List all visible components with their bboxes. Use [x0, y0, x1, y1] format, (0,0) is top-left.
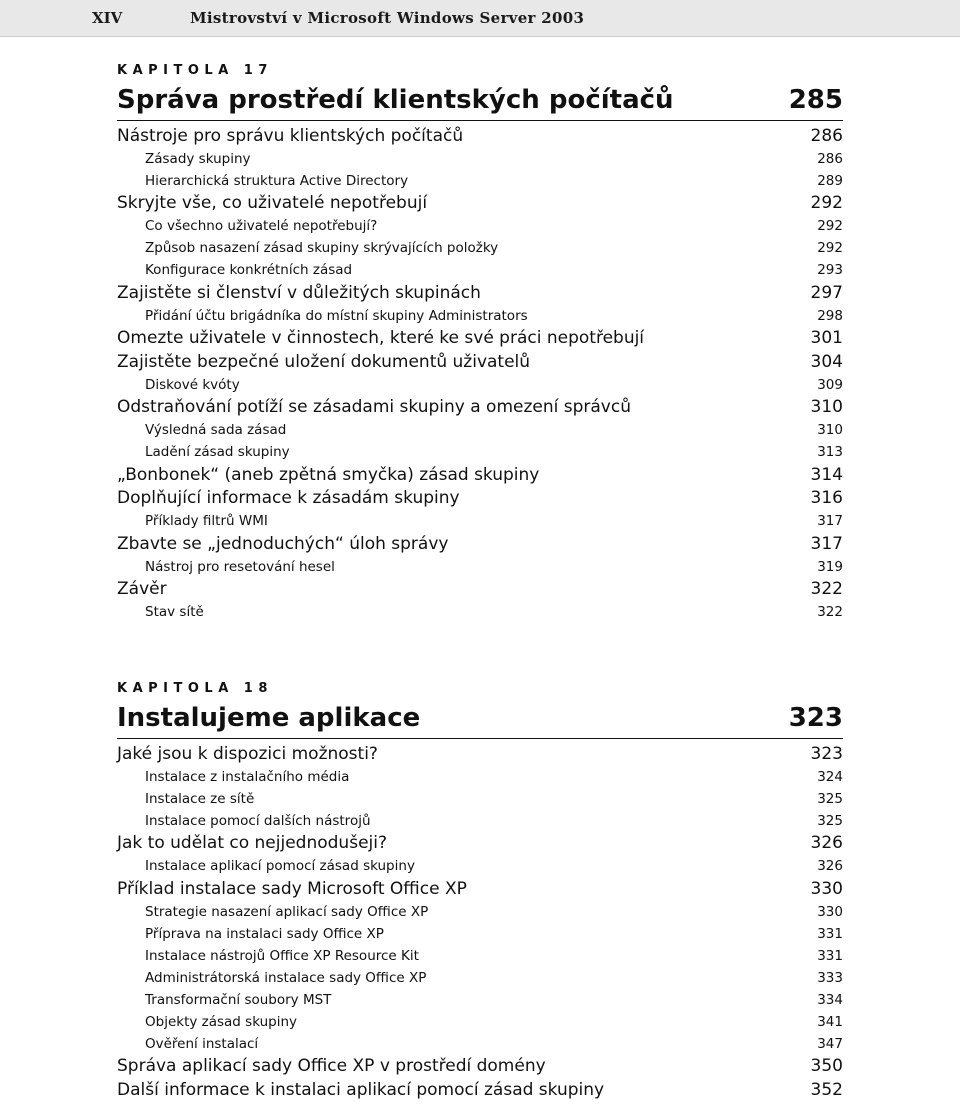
toc-subsection-entry — [117, 305, 843, 327]
toc-subsection-entry — [117, 766, 843, 788]
toc-entry-page: 313 — [817, 444, 843, 460]
toc-entry-page: 352 — [810, 1079, 843, 1100]
toc-entry-title: Ověření instalací — [145, 1035, 259, 1052]
toc-entry-page: 286 — [817, 150, 843, 167]
toc-entry-title: Odstraňování potíží se zásadami skupiny a omezení správců — [117, 397, 631, 418]
toc-entry-title: Hierarchická struktura Active Directory — [145, 172, 409, 189]
toc-entry-title: Instalace aplikací pomocí zásad skupiny — [145, 858, 415, 874]
toc-entry-page: 289 — [817, 172, 843, 189]
toc-entry-title: Instalace z instalačního média — [145, 768, 350, 785]
toc-subsection-entry — [117, 148, 843, 170]
toc-entry-title: Strategie nasazení aplikací sady Office XP — [145, 903, 429, 920]
toc-entry-title: Administrátorská instalace sady Office XP — [145, 969, 427, 986]
toc-subsection-entry — [117, 945, 843, 967]
toc-subsection-entry — [117, 810, 843, 832]
toc-entry-page: 309 — [817, 376, 843, 393]
chapter-17-section — [117, 62, 843, 623]
toc-entry-page: 330 — [817, 903, 843, 920]
toc-entry-page: 323 — [810, 743, 843, 764]
toc-entry-page: 326 — [817, 858, 843, 874]
toc-entry-page: 292 — [817, 240, 843, 256]
toc-entry-title: Jak to udělat co nejjednodušeji? — [117, 833, 387, 854]
toc-entry-title: Omezte uživatele v činnostech, které ke své práci nepotřebují — [117, 328, 645, 349]
toc-entry-title: Další informace k instalaci aplikací pomocí zásad skupiny — [117, 1079, 605, 1100]
toc-entry-title: Závěr — [117, 579, 167, 600]
toc-entry-page: 301 — [810, 328, 843, 349]
toc-section-entry — [117, 532, 843, 556]
toc-subsection-entry — [117, 419, 843, 441]
toc-entry-title: Jaké jsou k dispozici možnosti? — [117, 743, 378, 764]
toc-subsection-entry — [117, 510, 843, 532]
toc-entry-page: 304 — [810, 351, 843, 372]
toc-section-entry — [117, 742, 843, 766]
toc-entry-title: Instalace nástrojů Office XP Resource Kit — [145, 947, 419, 964]
toc-entry-page: 330 — [810, 878, 843, 899]
toc-entry-page: 310 — [817, 422, 843, 438]
toc-entry-page: 317 — [810, 533, 843, 554]
toc-entry-page: 292 — [810, 193, 843, 214]
toc-entry-page: 322 — [817, 604, 843, 620]
page-number: XIV — [92, 9, 123, 27]
toc-entry-title: Výsledná sada zásad — [145, 422, 287, 438]
book-title: Mistrovství v Microsoft Windows Server 2003 — [190, 9, 585, 27]
chapter-page: 323 — [788, 703, 843, 733]
toc-subsection-entry — [117, 215, 843, 237]
chapter-page: 285 — [788, 85, 843, 115]
toc-section-entry — [117, 578, 843, 602]
toc-section-entry — [117, 487, 843, 511]
toc-entry-page: 341 — [817, 1013, 843, 1030]
toc-entry-page: 286 — [810, 125, 843, 146]
toc-section-entry — [117, 124, 843, 148]
chapter-title-row — [117, 80, 843, 121]
toc-subsection-entry — [117, 788, 843, 810]
toc-entry-page: 319 — [817, 558, 843, 575]
toc-entry-title: Způsob nasazení zásad skupiny skrývajících položky — [145, 240, 499, 256]
toc-entry-title: Zajistěte si členství v důležitých skupinách — [117, 282, 481, 303]
toc-subsection-entry — [117, 923, 843, 945]
toc-section-entry — [117, 1078, 843, 1102]
toc-entry-title: Příprava na instalaci sady Office XP — [145, 925, 384, 942]
toc-entry-page: 310 — [810, 397, 843, 418]
toc-entry-page: 325 — [817, 790, 843, 807]
toc-subsection-entry — [117, 556, 843, 578]
toc-entry-page: 333 — [817, 969, 843, 986]
toc-entry-title: Příklady filtrů WMI — [145, 513, 268, 529]
toc-list — [117, 121, 843, 623]
chapter-title: Instalujeme aplikace — [117, 703, 421, 733]
toc-entry-title: Doplňující informace k zásadám skupiny — [117, 488, 460, 509]
toc-entry-title: Zásady skupiny — [145, 150, 251, 167]
toc-entry-page: 331 — [817, 925, 843, 942]
toc-subsection-entry — [117, 237, 843, 259]
toc-subsection-entry — [117, 901, 843, 923]
running-header — [0, 0, 960, 37]
toc-section-entry — [117, 281, 843, 305]
toc-subsection-entry — [117, 374, 843, 396]
toc-subsection-entry — [117, 601, 843, 623]
toc-section-entry — [117, 463, 843, 487]
chapter-18-section — [117, 680, 843, 1102]
toc-entry-title: Nástroje pro správu klientských počítačů — [117, 125, 464, 146]
toc-entry-title: Stav sítě — [145, 604, 204, 620]
toc-entry-title: Konfigurace konkrétních zásad — [145, 262, 353, 278]
toc-entry-page: 331 — [817, 947, 843, 964]
toc-entry-title: Skryjte vše, co uživatelé nepotřebují — [117, 193, 428, 214]
toc-entry-title: Zajistěte bezpečné uložení dokumentů uživatelů — [117, 351, 531, 372]
toc-entry-page: 314 — [810, 464, 843, 485]
toc-entry-page: 298 — [817, 307, 843, 324]
toc-entry-title: Objekty zásad skupiny — [145, 1013, 298, 1030]
toc-subsection-entry — [117, 259, 843, 281]
toc-section-entry — [117, 327, 843, 351]
toc-section-entry — [117, 832, 843, 856]
toc-entry-page: 326 — [810, 833, 843, 854]
toc-entry-page: 292 — [817, 218, 843, 234]
toc-section-entry — [117, 350, 843, 374]
toc-entry-title: Správa aplikací sady Office XP v prostředí domény — [117, 1056, 546, 1077]
toc-section-entry — [117, 877, 843, 901]
chapter-label: KAPITOLA 18 — [117, 681, 273, 696]
toc-entry-title: Příklad instalace sady Microsoft Office XP — [117, 878, 467, 899]
chapter-title: Správa prostředí klientských počítačů — [117, 85, 674, 115]
chapter-title-row — [117, 698, 843, 739]
toc-entry-title: Co všechno uživatelé nepotřebují? — [145, 218, 378, 234]
toc-subsection-entry — [117, 441, 843, 463]
toc-list — [117, 739, 843, 1102]
toc-entry-page: 334 — [817, 991, 843, 1008]
toc-entry-title: Diskové kvóty — [145, 376, 240, 393]
toc-entry-page: 316 — [810, 488, 843, 509]
toc-entry-title: Přidání účtu brigádníka do místní skupiny Administrators — [145, 307, 528, 324]
toc-subsection-entry — [117, 989, 843, 1011]
toc-subsection-entry — [117, 170, 843, 192]
toc-entry-page: 324 — [817, 768, 843, 785]
toc-entry-title: Ladění zásad skupiny — [145, 444, 290, 460]
toc-entry-title: Instalace ze sítě — [145, 790, 255, 807]
toc-entry-title: Instalace pomocí dalších nástrojů — [145, 812, 371, 829]
toc-entry-title: Nástroj pro resetování hesel — [145, 558, 335, 575]
toc-subsection-entry — [117, 855, 843, 877]
toc-entry-page: 317 — [817, 513, 843, 529]
toc-entry-page: 325 — [817, 812, 843, 829]
chapter-label: KAPITOLA 17 — [117, 63, 273, 78]
toc-entry-title: Zbavte se „jednoduchých“ úloh správy — [117, 533, 449, 554]
toc-subsection-entry — [117, 1033, 843, 1055]
toc-entry-page: 297 — [810, 282, 843, 303]
toc-entry-title: Transformační soubory MST — [145, 991, 332, 1008]
toc-subsection-entry — [117, 967, 843, 989]
toc-section-entry — [117, 192, 843, 216]
toc-entry-page: 322 — [810, 579, 843, 600]
toc-entry-title: „Bonbonek“ (aneb zpětná smyčka) zásad skupiny — [117, 464, 540, 485]
toc-section-entry — [117, 1055, 843, 1079]
toc-subsection-entry — [117, 1011, 843, 1033]
toc-entry-page: 293 — [817, 262, 843, 278]
toc-entry-page: 347 — [817, 1035, 843, 1052]
toc-entry-page: 350 — [810, 1056, 843, 1077]
toc-section-entry — [117, 396, 843, 420]
